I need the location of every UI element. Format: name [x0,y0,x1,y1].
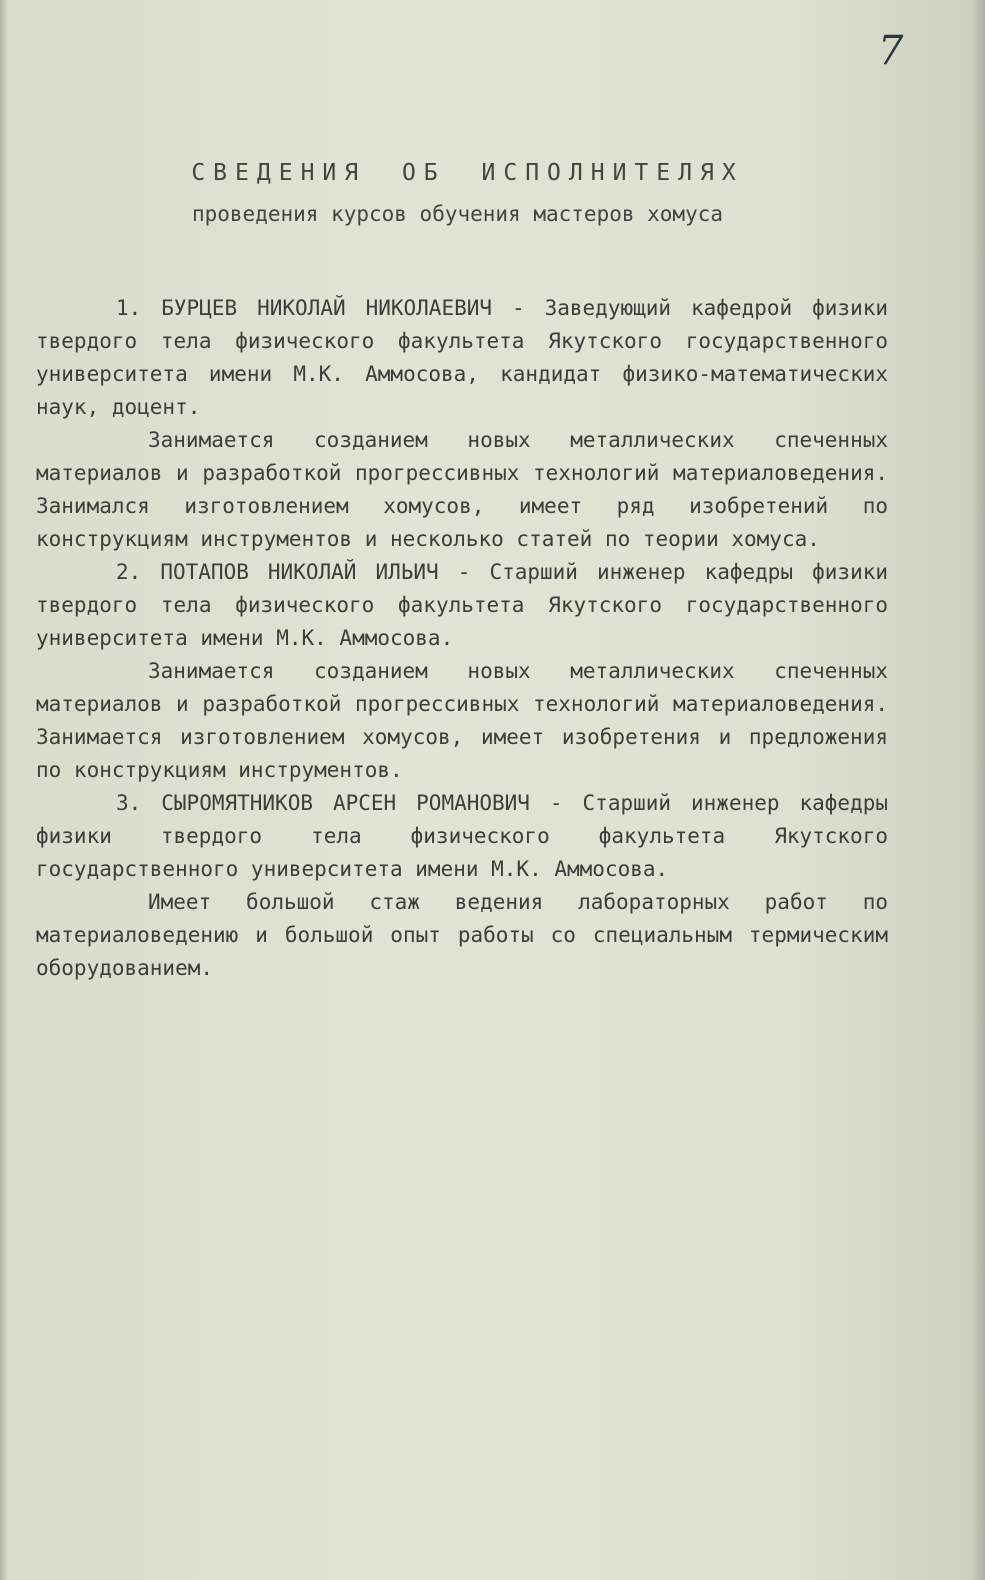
paragraph-executor-2-description: Занимается созданием новых металлических спеченных материалов и разработкой прогрессивных технологий материаловедения. Занимается изготовлением хомусов, имеет изобретения и предложения по конструкциям инструментов. [36,659,888,782]
paragraph-executor-2: 2. ПОТАПОВ НИКОЛАЙ ИЛЬИЧ - Старший инженер кафедры физики твердого тела физического факультета Якутского государственного университета имени М.К. Аммосова. [36,560,888,650]
paragraph-executor-3-description: Имеет большой стаж ведения лабораторных работ по материаловедению и большой опыт работы со специальным термическим оборудованием. [36,890,888,980]
page-shadow-left [0,0,8,1580]
paragraph-executor-3: 3. СЫРОМЯТНИКОВ АРСЕН РОМАНОВИЧ - Старший инженер кафедры физики твердого тела физического факультета Якутского государственного университета имени М.К. Аммосова. [36,791,888,881]
document-subtitle: проведения курсов обучения мастеров хомуса [191,202,723,226]
document-body [36,292,888,985]
paragraph-executor-1-description: Занимается созданием новых металлических спеченных материалов и разработкой прогрессивных технологий материаловедения. Занимался изготовлением хомусов, имеет ряд изобретений по конструкциям инструментов и несколько статей по теории хомуса. [36,428,888,551]
document-title: СВЕДЕНИЯ ОБ ИСПОЛНИТЕЛЯХ [191,160,744,186]
page-shadow-right [971,0,985,1580]
handwritten-page-number: 7 [878,28,904,74]
paragraph-executor-1: 1. БУРЦЕВ НИКОЛАЙ НИКОЛАЕВИЧ - Заведующий кафедрой физики твердого тела физического факультета Якутского государственного университета имени М.К. Аммосова, кандидат физико-математических наук, доцент. [36,296,888,419]
